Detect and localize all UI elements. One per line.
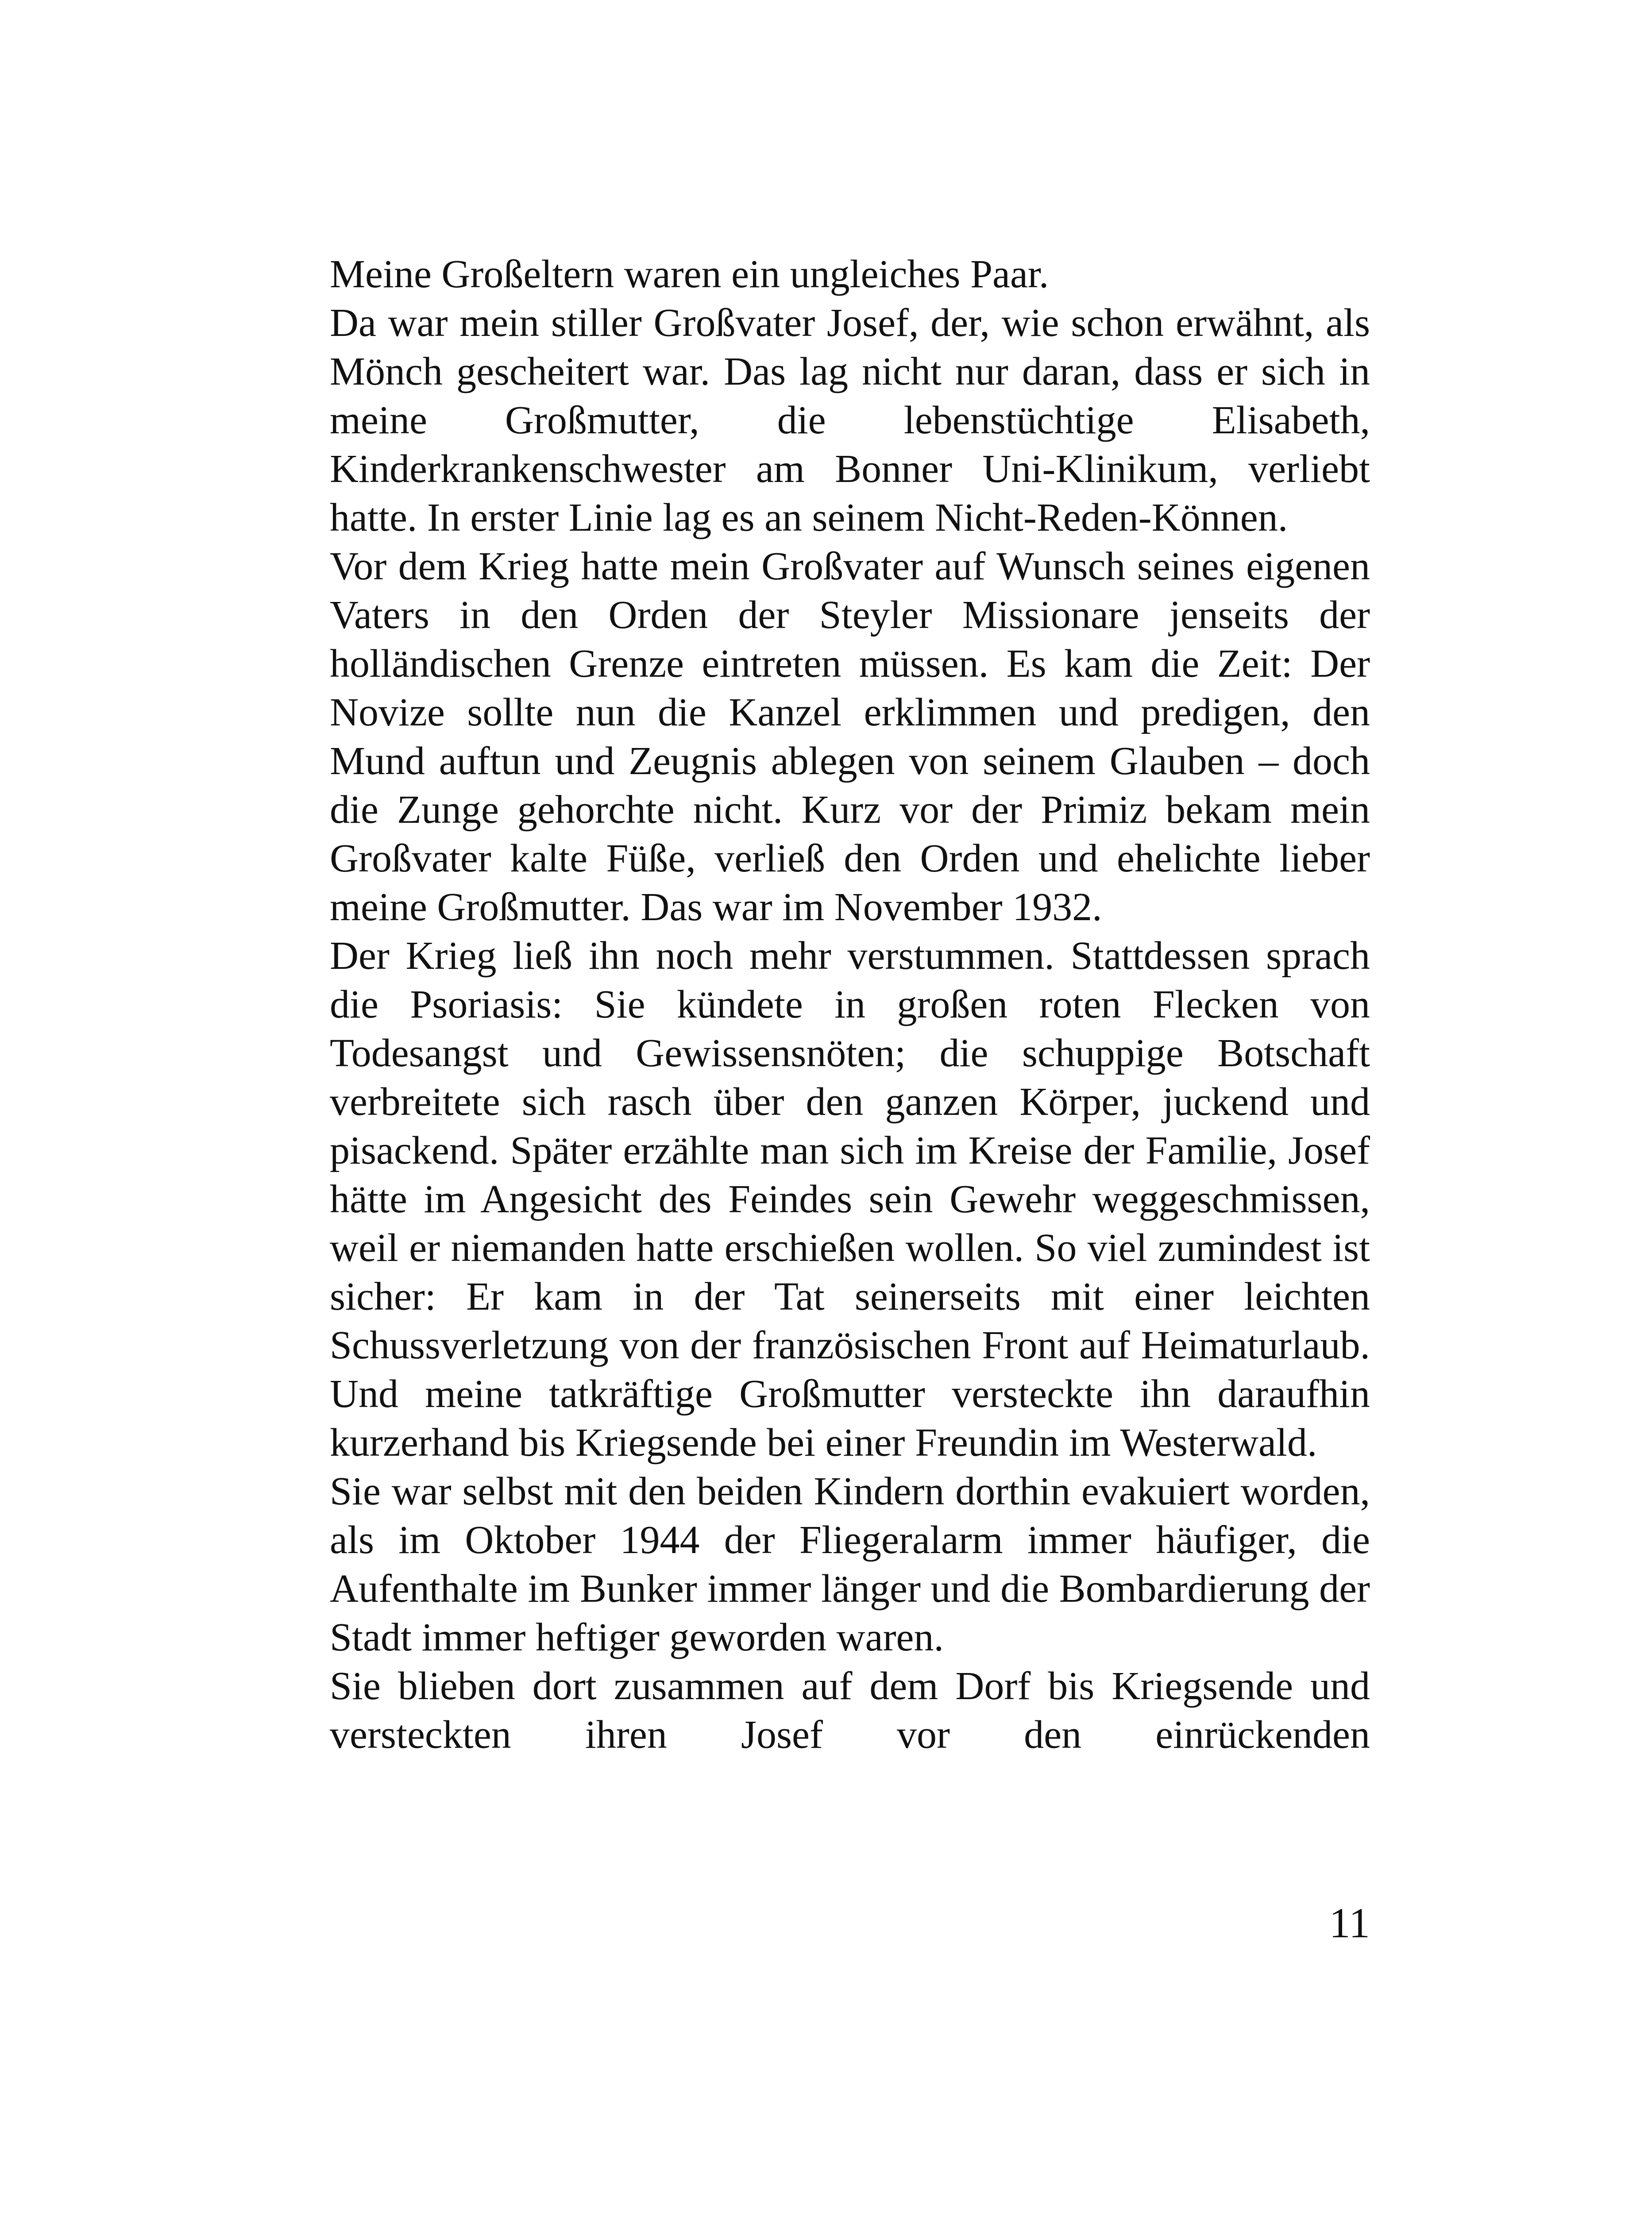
paragraph-1: Meine Großeltern waren ein ungleiches Paar.	[330, 252, 1049, 296]
paragraph-3: Vor dem Krieg hatte mein Großvater auf Wunsch seines eigenen Vaters in den Orden der Steyler Missionare jenseits der holländischen Grenze eintreten müssen. Es kam die Zeit: Der Novize sollte nun die Kanzel erklimmen und predigen, den Mund auftun und Zeugnis ablegen von seinem Glauben – doch die Zunge gehorchte nicht. Kurz vor der Primiz bekam mein Großvater kalte Füße, verließ den Orden und ehelichte lieber meine Großmutter. Das war im November 1932.	[330, 544, 1370, 929]
body-text	[330, 250, 1370, 1759]
page-number: 11	[1329, 1899, 1370, 1947]
paragraph-6: Sie blieben dort zusammen auf dem Dorf bis Kriegsende und versteckten ihren Josef vor den einrückenden	[330, 1664, 1370, 1757]
paragraph-5: Sie war selbst mit den beiden Kindern dorthin evakuiert worden, als im Oktober 1944 der Fliegeralarm immer häufiger, die Aufenthalte im Bunker immer länger und die Bombardierung der Stadt immer heftiger geworden waren.	[330, 1469, 1370, 1659]
paragraph-2: Da war mein stiller Großvater Josef, der, wie schon erwähnt, als Mönch gescheitert war. Das lag nicht nur daran, dass er sich in meine Großmutter, die lebenstüchtige Elisabeth, Kinderkrankenschwester am Bonner Uni-Klinikum, verliebt hatte. In erster Linie lag es an seinem Nicht-Reden-Können.	[330, 301, 1370, 540]
paragraph-4: Der Krieg ließ ihn noch mehr verstummen. Stattdessen sprach die Psoriasis: Sie kündete in großen roten Flecken von Todesangst und Gewissensnöten; die schuppige Botschaft verbreitete sich rasch über den ganzen Körper, juckend und pisackend. Später erzählte man sich im Kreise der Familie, Josef hätte im Angesicht des Feindes sein Gewehr weggeschmissen, weil er niemanden hatte erschießen wollen. So viel zumindest ist sicher: Er kam in der Tat seinerseits mit einer leichten Schussverletzung von der französischen Front auf Heimaturlaub. Und meine tatkräftige Großmutter versteckte ihn daraufhin kurzerhand bis Kriegsende bei einer Freundin im Westerwald.	[330, 934, 1370, 1465]
